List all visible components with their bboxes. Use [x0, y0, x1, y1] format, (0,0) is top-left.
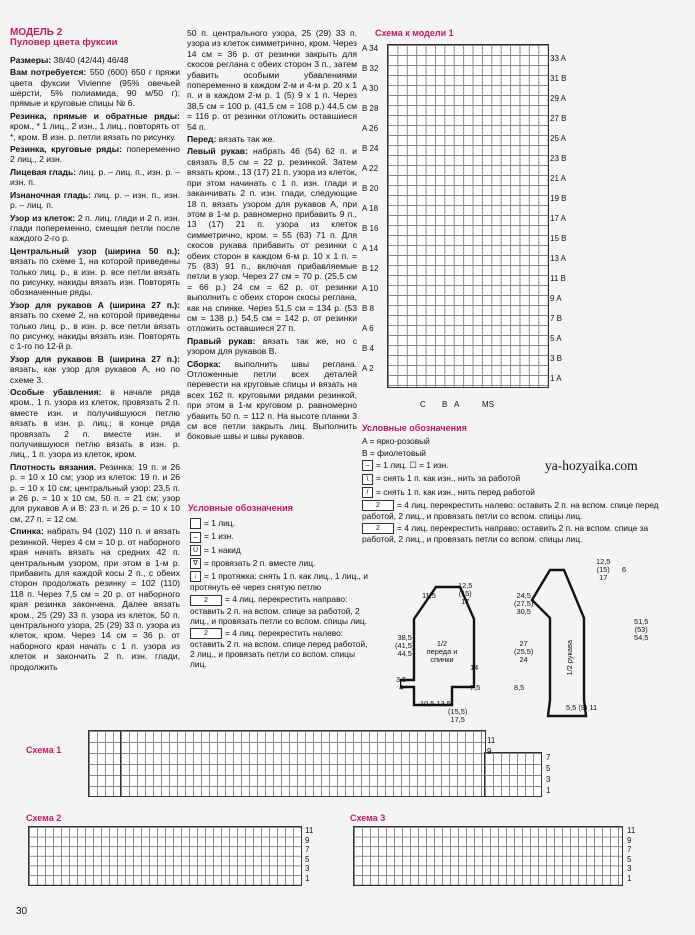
skpo-symbol-icon: ↓	[190, 571, 201, 582]
scheme3-title: Схема 3	[350, 813, 386, 823]
right-legend-title: Условные обозначения	[362, 423, 467, 433]
color-b-label: B = фиолетовый	[362, 448, 426, 458]
row-label: B 12	[362, 264, 379, 273]
middle-legend-title: Условные обозначения	[188, 503, 293, 513]
dim-body-bottom: 10,5 13,5	[420, 699, 451, 708]
row-label: 9 A	[550, 294, 562, 303]
row-label: 7 B	[550, 314, 563, 323]
legend-item: ↓ = 1 протяжка: снять 1 п. как лиц., 1 лиц., и протянуть её через снятую петлю	[190, 571, 368, 593]
watermark: ya-hozyaika.com	[545, 458, 638, 473]
rib-round-paragraph: Резинка, круговые ряды: попеременно 2 лиц., 2 изн.	[10, 144, 180, 165]
row-label: B 32	[362, 64, 379, 73]
marker-ms: MS	[482, 400, 494, 409]
legend-item: \ = снять 1 п. как изн., нить за работой	[362, 473, 672, 484]
row-label: B 8	[362, 304, 375, 313]
page-number: 30	[16, 906, 28, 917]
sleeve-label: 1/2 рукава	[565, 640, 574, 676]
scheme1-grid-left	[88, 730, 122, 797]
row-label: B 28	[362, 104, 379, 113]
slip-back-symbol-icon: \	[362, 474, 373, 485]
row-label: 31 B	[550, 74, 567, 83]
row-label: 25 A	[550, 134, 567, 143]
assembly-paragraph: Сборка: выполнить швы реглана. Отложенные петли всех деталей перевести на круговые спицы и вязать на всех 162 п. круговыми рядами резинкой, при этом в 1-м круговом р. равномерно убавить 50 п. = 112 п. На высоте планки 3 см все петли закрыть лиц. Выполнить боковые швы и швы рукавов.	[187, 358, 357, 442]
scheme-model1-title: Схема к модели 1	[375, 28, 454, 38]
row-label: A 26	[362, 124, 379, 133]
dim-sleeve-length: 27 (25,5) 24	[514, 639, 534, 664]
row-label: 33 A	[550, 54, 567, 63]
dim-sleeve-top: 12,5 (15) 17	[596, 557, 611, 582]
right-legend	[362, 436, 672, 546]
dec-paragraph: Особые убавления: в начале ряда кром., 1 п. узора из клеток, провязать 2 п. вместе изн. и получившуюся петлю вязать в изн. р. лиц.; в конце ряда провязать 2 п. вместе изн. и получившуюся петлю вязать в изн. р. лиц., 1 п. узора из клеток, кром.	[10, 387, 180, 460]
row-label: A 18	[362, 204, 379, 213]
knit-symbol-icon	[190, 518, 201, 529]
scheme1-row-labels-2: 7 5 3 1	[546, 753, 551, 795]
dim-body-bottom2: (15,5) 17,5	[448, 707, 468, 724]
row-label: 1 A	[550, 374, 562, 383]
dim-body-shoulder: 11,5	[422, 591, 436, 600]
dim-sleeve-8-5: 8,5	[514, 683, 525, 692]
knit-symbol-icon: –	[362, 460, 373, 471]
row-label: 13 A	[550, 254, 567, 263]
cable-left-symbol-icon: 2	[190, 628, 222, 639]
row-label: B 20	[362, 184, 379, 193]
dim-sleeve-raglan: 24,5 (27,5) 30,5	[514, 591, 534, 616]
reverse-paragraph: Изнаночная гладь: лиц. р. – изн. п., изн. р. – лиц. п.	[10, 189, 180, 211]
row-label: A 22	[362, 164, 379, 173]
row-label: A 2	[362, 364, 374, 373]
dim-body-3-5: 3,5 4	[396, 675, 407, 692]
central-paragraph: Центральный узор (ширина 50 п.): вязать по схеме 1, на которой приведены только лиц. р., в изн. р. все петли вязать по рисунку, накиды вязать изн. Повторять обозначенные ряды.	[10, 245, 180, 298]
row-label: B 24	[362, 144, 379, 153]
sleeve-schematic	[530, 557, 630, 740]
dim-body-height: 38,5 (41,5) 44,5	[395, 633, 415, 658]
purl-symbol-icon: –	[190, 532, 201, 543]
row-label: B 4	[362, 344, 375, 353]
scheme3-grid	[353, 826, 623, 886]
row-label: A 34	[362, 44, 379, 53]
dim-body-7-5: 7,5	[470, 683, 481, 692]
materials-paragraph: Вам потребуется: 550 (600) 650 г пряжи цвета фуксии Vivienne (95% овечьей шерсти, 5% полиамида, 90 м/50 г); прямые и круговые спицы № 6.	[10, 67, 180, 109]
right-sleeve-paragraph: Правый рукав: вязать так же, но с узором для рукавов В.	[187, 335, 357, 357]
row-label: A 10	[362, 284, 379, 293]
row-label: 27 B	[550, 114, 567, 123]
scheme-model1-grid	[387, 44, 549, 388]
row-label: 21 A	[550, 174, 567, 183]
middle-column	[187, 28, 357, 444]
marker-a: A	[454, 400, 460, 409]
row-label: A 6	[362, 324, 374, 333]
patB-paragraph: Узор для рукавов В (ширина 27 п.): вязать, как узор для рукавов А, но по схеме 3.	[10, 353, 180, 385]
legend-item: U = 1 накид	[190, 545, 370, 556]
back-continued-paragraph: 50 п. центрального узора, 25 (29) 33 п. узора из клеток симметрично, кром. Через 14 см = 36 р. от резинки закрыть для скосов реглана с обеих сторон 3 п., затем убавить особыми убавлениями попеременно в каждом 2-м и 4-м р. 20 х 1 п. и в каждом 2-м р. 1 (5) 9 х 1 п. Через 38,5 см = 100 р. (41,5 см = 108 р.) 44,5 см = 116 р. от резинки отложить оставшиеся 54 п.	[187, 28, 357, 132]
row-label: B 16	[362, 224, 379, 233]
marker-b: B	[442, 400, 448, 409]
dim-sleeve-bottom: 5,5 (9) 11	[566, 703, 598, 712]
gauge-paragraph: Плотность вязания. Резинка: 19 п. и 26 р. = 10 х 10 см; узор из клеток: 19 п. и 26 р. = 10 х 10 см; центральный узор: 23,5 п. и 26 р. = 10 х 10 см, 50 п. = 21 см; узор для рукавов А и В: 23 п. и 26 р. = 10 х 10 см, 27 п. = 12 см.	[10, 461, 181, 524]
legend-item: – = 1 лиц. ☐ = 1 изн.	[362, 460, 672, 471]
cable-left-symbol-icon: 2	[362, 500, 394, 511]
cable-right-symbol-icon: 2	[190, 595, 222, 606]
dim-sleeve-total: 51,5 (53) 54,5	[634, 617, 649, 642]
middle-legend	[190, 518, 370, 671]
row-label: 11 B	[550, 274, 566, 283]
scheme1-grid-main	[120, 730, 486, 797]
scheme3-row-labels: 11 9 7 5 3 1	[627, 826, 636, 883]
front-paragraph: Перед: вязать так же.	[187, 134, 275, 145]
scheme2-row-labels: 11 9 7 5 3 1	[305, 826, 314, 883]
left-column	[10, 28, 180, 674]
dim-sleeve-6: 6	[622, 565, 627, 574]
row-label: 5 A	[550, 334, 562, 343]
color-a-label: A = ярко-розовый	[362, 436, 430, 446]
row-label: 23 B	[550, 154, 567, 163]
dim-body-neck: 12,5 (15) 17	[458, 581, 473, 606]
row-label: A 14	[362, 244, 379, 253]
marker-c: C	[420, 400, 426, 409]
legend-item: 2 = 4 лиц. перекрестить налево: оставить 2 п. на вспом. спице перед работой, 2 лиц., и провязать петли со вспом. спицы лиц.	[190, 627, 368, 669]
rib-paragraph: Резинка, прямые и обратные ряды: кром., * 1 лиц., 2 изн., 1 лиц., повторять от *, кром. В изн. р. петли вязать по рисунку.	[10, 110, 180, 142]
legend-item: / = снять 1 п. как изн., нить перед работой	[362, 487, 672, 498]
scheme1-title: Схема 1	[26, 745, 62, 755]
row-label: 15 B	[550, 234, 567, 243]
scheme1-grid-right	[484, 752, 542, 797]
legend-item: 2 = 4 лиц. перекрестить направо: оставить 2 п. на вспом. спице за работой, 2 лиц., и провязать петли со вспом. спицы лиц.	[362, 523, 649, 545]
legend-item: – = 1 изн.	[190, 531, 370, 542]
body-label: 1/2 переда и спинки	[426, 639, 458, 664]
scheme2-title: Схема 2	[26, 813, 62, 823]
slip-front-symbol-icon: /	[362, 487, 373, 498]
row-label: 17 A	[550, 214, 567, 223]
model-title: МОДЕЛЬ 2	[10, 27, 63, 38]
dim-body-14: 14	[470, 663, 479, 672]
legend-item: 2 = 4 лиц. перекрестить направо: оставить 2 п. на вспом. спице за работой, 2 лиц., и провязать петли со вспом. спицы лиц.	[190, 594, 368, 626]
legend-item: = 1 лиц.	[190, 518, 370, 529]
left-sleeve-paragraph: Левый рукав: набрать 46 (54) 62 п. и связать 8,5 см = 22 р. резинкой. Затем вязать кром., 13 (17) 21 п. узора из клеток, при этом начинать с 1 п. изн. глади и заканчивать 2 п. изн. глади, следующие 18 п. вязать узором для рукавов А, при этом в 1-м р. равномерно прибавить 9 п., 13 (17) 21 п. узора из клеток симметрично, кром. = 55 (63) 71 п. Для скосов рукава прибавить от резинки с обеих сторон в каждом 6-м р. 10 х 1 п. = 75 (83) 91 п., включая прибавляемые петли в узор. Через 27 см = 70 р. (25,5 см = 66 р.) 24 см = 62 р. от резинки выполнить с обеих сторон скосы реглана, как на спинке. Через 51,5 см = 134 р. (53 см = 138 р.) 54,5 см = 142 р. от резинки отложить оставшиеся 27 п.	[187, 146, 357, 334]
sizes-paragraph: Размеры: 38/40 (42/44) 46/48	[10, 54, 129, 65]
legend-item: ∇ = провязать 2 п. вместе лиц.	[190, 558, 370, 569]
legend-item: 2 = 4 лиц. перекрестить налево: оставить 2 п. на вспом. спице перед работой, 2 лиц., и провязать петли со вспом. спицы лиц.	[362, 499, 659, 522]
scheme2-grid	[28, 826, 302, 886]
scheme1-row-labels: 11 9	[487, 736, 496, 756]
patA-paragraph: Узор для рукавов А (ширина 27 п.): вязать по схеме 2, на которой приведены только лиц. р., в изн. р. все петли вязать по рисунку, накиды вязать изн. Повторять с 1-го по 12-й р.	[10, 299, 180, 352]
row-label: A 30	[362, 84, 379, 93]
back-paragraph: Спинка: набрать 94 (102) 110 п. и вязать резинкой. Через 4 см = 10 р. от наборного края начать вязать на средних 42 п. центральным узором, при этом в 1-м р. прибавить для каждой косы 2 п., с обеих сторон продолжать резинку = 102 (110) 118 п. Через 7,5 см = 20 р. от наборного края резинка закончена. Далее вязать кром., 25 (29) 33 п. узора из клеток, 50 п. центрального узора, 25 (29) 33 п. узора из клеток, кром. Через 14 см = 36 р. от наборного края начать с 1 п. узора из клеток и закончить 2 п. изн. глади, продолжить	[10, 526, 180, 672]
yarn-over-symbol-icon: U	[190, 545, 201, 556]
row-label: 29 A	[550, 94, 567, 103]
row-label: 3 B	[550, 354, 563, 363]
model-subtitle: Пуловер цвета фуксии	[10, 37, 118, 49]
stockinette-paragraph: Лицевая гладь: лиц. р. – лиц. п., изн. р. – изн. п.	[10, 166, 181, 188]
row-label: 19 B	[550, 194, 567, 203]
cable-right-symbol-icon: 2	[362, 523, 394, 534]
k2tog-symbol-icon: ∇	[190, 558, 201, 569]
cells-paragraph: Узор из клеток: 2 п. лиц. глади и 2 п. изн. глади попеременно, смещая петли после каждого 2-го р.	[10, 212, 180, 244]
